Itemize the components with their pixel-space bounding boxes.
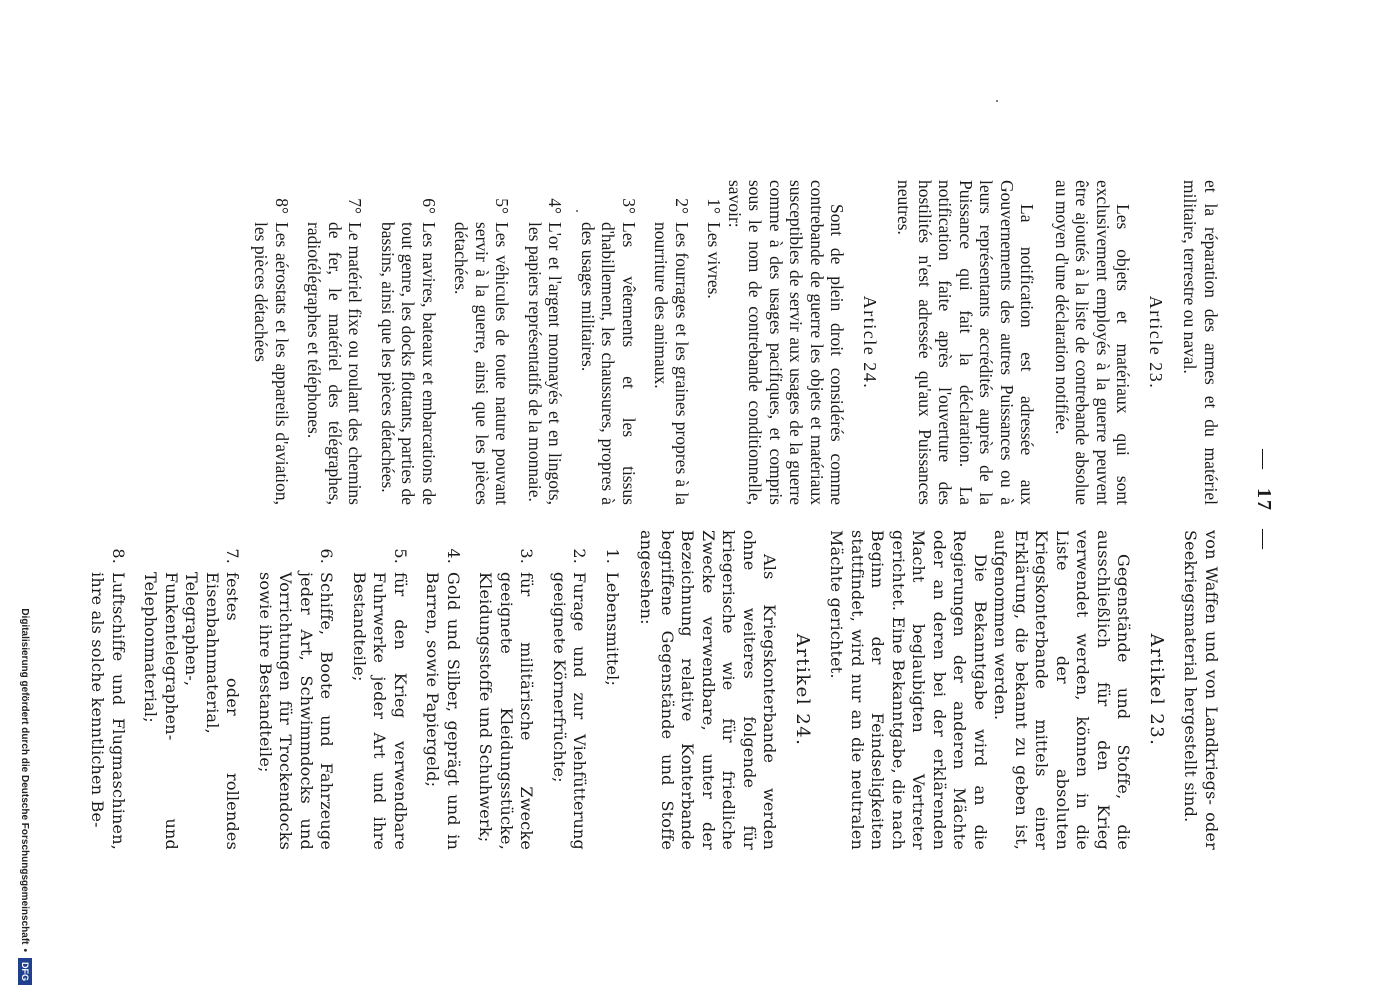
list-item-number: 2. — [570, 548, 590, 564]
list-item-number: 4. — [444, 548, 463, 564]
french-column — [251, 180, 1221, 505]
list-item-number: 3° — [619, 198, 639, 214]
list-item-number: 6. — [317, 548, 337, 564]
list-item-number: 8° — [272, 198, 292, 214]
german-intro: von Waffen und von Landkriegs- oder Seekriegsmaterial hergestellt sind. — [1181, 530, 1221, 850]
list-item-text: Les navires, bateaux et embarcations de tout genre, les docks flottants, parties de bassins, ainsi que les pièces détachées. — [378, 222, 439, 505]
list-item — [422, 530, 463, 850]
list-item-text: Gold und Silber, geprägt und in Barren, sowie Papiergeld; — [423, 572, 463, 850]
german-article-23-heading: Artikel 23. — [1146, 633, 1167, 747]
french-intro: et la réparation des armes et du matériel militaire, terrestre ou naval. — [1180, 180, 1221, 505]
list-item-number: 6° — [419, 198, 439, 214]
digitization-credit-text: Digitalisierung gefördert durch die Deutsche Forschungsgemeinschaft — [19, 608, 31, 945]
page-number: 17 — [1253, 488, 1275, 512]
list-item-number: 5. — [391, 548, 410, 564]
list-item-text: Lebensmittel; — [603, 572, 622, 687]
list-item-number: 8. — [109, 548, 128, 564]
french-article-24-heading: Article 24. — [860, 295, 880, 390]
list-item-text: Les véhicules de toute nature pouvant servir à la guerre, ainsi que les pièces détachées. — [451, 222, 513, 505]
list-item — [304, 180, 366, 505]
list-item — [475, 530, 537, 850]
list-item-number: 7. — [223, 548, 243, 564]
dfg-logo: DFG — [18, 958, 32, 985]
list-item-number: 4° — [545, 198, 566, 214]
german-article-24-list — [87, 530, 622, 850]
list-item-text: Les vêtements et les tissus d'habillement, les chaussures, propres à des usages militaires. — [578, 222, 639, 505]
list-item-text: Les aérostats et les appareils d'aviation, les pièces détachées — [251, 222, 292, 505]
list-item — [87, 530, 128, 850]
french-article-23-paragraph-2: La notification est adressée aux Gouvernements des autres Puissances ou à leurs représentants accrédités auprès de la Puissance qui fait la déclaration. La notification faite après l'ouverture des hostilités n'est adressée qu'aux Puissances neutres. — [894, 180, 1038, 505]
list-item-number: 7° — [345, 198, 366, 214]
digitization-credit — [9, 0, 41, 985]
list-item — [140, 530, 243, 850]
page-number-line — [1252, 0, 1275, 1000]
list-item-text: Les vivres. — [704, 222, 725, 299]
list-item — [578, 180, 640, 505]
list-item-text: für militärische Zwecke geeignete Kleidungsstücke, Kleidungsstoffe und Schuhwerk; — [476, 572, 537, 850]
list-item — [651, 180, 692, 505]
list-item — [549, 530, 590, 850]
list-item-number: 3. — [517, 548, 537, 564]
list-item-text: Les fourrages et les graines propres à la nourriture des animaux. — [651, 222, 692, 505]
german-column — [88, 530, 1221, 850]
list-item-text: festes oder rollendes Eisenbahnmaterial, Telegraphen-, Funkentelegraphen- und Telephonmaterial; — [141, 572, 243, 850]
list-item — [378, 180, 440, 505]
list-item — [704, 180, 725, 505]
page-number-dash-right: — — [1253, 529, 1275, 551]
list-item-number: 1° — [704, 198, 725, 214]
french-article-23-paragraph-1: Les objets et matériaux qui sont exclusivement employés à la guerre peuvent être ajoutés à la liste de contrebande absolue au moyen d'une déclaration notifiée. — [1052, 180, 1134, 505]
list-item — [251, 180, 292, 505]
list-item-text: für den Krieg verwendbare Fuhrwerke jeder Art und ihre Bestandteile; — [350, 572, 410, 850]
credit-separator: • — [19, 948, 31, 952]
list-item-text: Schiffe, Boote und Fahrzeuge jeder Art, Schwimmdocks und Vorrichtungen für Trockendocks sowie ihre Bestandteile; — [256, 572, 337, 850]
list-item-text: Luftschiffe und Flugmaschinen, ihre als solche kenntlichen Be- — [88, 572, 128, 850]
list-item-text: L'or et l'argent monnayés et en lingots, les papiers représentatifs de la monnaie. — [525, 222, 566, 505]
list-item — [525, 180, 566, 505]
french-article-24-paragraph-1: Sont de plein droit considérés comme contrebande de guerre les objets et matériaux susceptibles de servir aux usages de la guerre comme à des usages pacifiques, et compris sous le nom de contrebande conditionnelle, savoir: — [725, 180, 848, 505]
list-item — [602, 530, 623, 850]
list-item-text: Le matériel fixe ou roulant des chemins de fer, le matériel des télégraphes, radiotélégraphes et téléphones. — [304, 222, 366, 505]
german-article-24-heading: Artikel 24. — [792, 633, 813, 747]
list-item — [255, 530, 337, 850]
list-item-number: 1. — [603, 548, 622, 564]
list-item-number: 5° — [492, 198, 513, 214]
german-article-24-paragraph-1: Als Kriegskonterbande werden ohne weiteres folgende für kriegerische wie für friedliche Zwecke verwendbare, unter der Bezeichnung relative Konterbande begriffene Gegenstände und Stoffe angesehen: — [637, 530, 780, 850]
french-article-24-list — [251, 180, 725, 505]
list-item-number: 2° — [672, 198, 692, 214]
list-item — [349, 530, 411, 850]
page-number-dash-left: — — [1253, 449, 1275, 471]
french-article-23-heading: Article 23. — [1146, 295, 1166, 390]
list-item — [451, 180, 513, 505]
list-item-text: Furage und zur Viehfütterung geeignete Körnerfrüchte; — [550, 572, 590, 850]
german-article-23-paragraph-2: Die Bekanntgabe wird an die Regierungen der anderen Mächte oder an deren bei der erklärenden Macht beglaubigten Vertreter gerichtet. Eine Bekanntgabe, die nach Beginn der Feindseligkeiten stattfindet, wird nur an die neutralen Mächte gerichtet. — [827, 530, 990, 850]
german-article-23-paragraph-1: Gegenstände und Stoffe, die ausschließlich für den Krieg verwendet werden, können in die Liste der absoluten Kriegskonterbande mittels einer Erklärung, die bekannt zu geben ist, aufgenommen werden. — [991, 530, 1134, 850]
